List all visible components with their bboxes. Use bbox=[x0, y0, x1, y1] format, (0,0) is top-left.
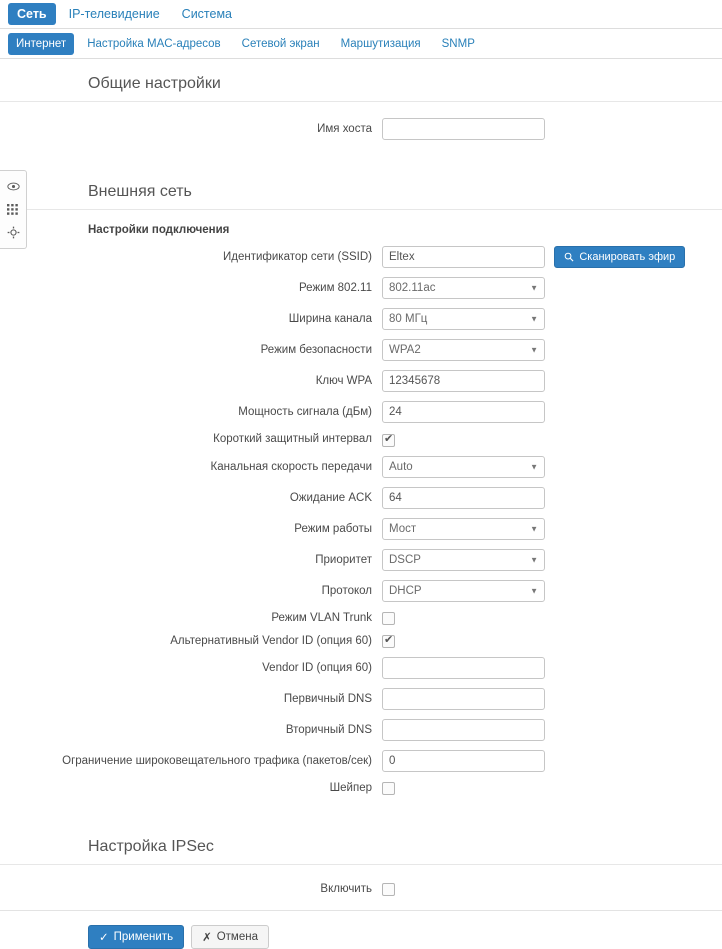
label-vlan-trunk: Режим VLAN Trunk bbox=[271, 611, 372, 624]
mode-80211-value: 802.11ac bbox=[389, 282, 436, 295]
alt-vendor-id-checkbox[interactable] bbox=[382, 635, 395, 648]
tab-routing[interactable]: Маршутизация bbox=[340, 37, 421, 50]
field-row-dns-primary bbox=[0, 688, 722, 710]
sub-navigation bbox=[0, 29, 722, 59]
nav-item-iptv[interactable]: IP-телевидение bbox=[68, 7, 160, 21]
link-rate-select[interactable] bbox=[382, 456, 545, 478]
chevron-down-icon: ▼ bbox=[530, 283, 538, 293]
chevron-down-icon: ▼ bbox=[530, 345, 538, 355]
subsection-connection-settings: Настройки подключения bbox=[88, 224, 230, 236]
short-gi-checkbox[interactable] bbox=[382, 434, 395, 447]
field-row-vendor-id bbox=[0, 657, 722, 679]
section-title-wan: Внешняя сеть bbox=[0, 167, 722, 210]
field-row-hostname bbox=[0, 118, 722, 140]
field-row-channel-width bbox=[0, 308, 722, 330]
label-alt-vendor-id: Альтернативный Vendor ID (опция 60) bbox=[170, 634, 372, 647]
label-ipsec-enable: Включить bbox=[320, 882, 372, 895]
field-row-ack-timeout bbox=[0, 487, 722, 509]
label-hostname: Имя хоста bbox=[317, 123, 372, 135]
close-icon: ✗ bbox=[202, 931, 212, 944]
label-priority: Приоритет bbox=[315, 553, 372, 566]
field-row-ssid bbox=[0, 246, 722, 268]
priority-value: DSCP bbox=[389, 553, 421, 566]
security-mode-select[interactable] bbox=[382, 339, 545, 361]
label-security-mode: Режим безопасности bbox=[260, 344, 372, 357]
ack-timeout-input[interactable] bbox=[382, 487, 545, 509]
section-title-general: Общие настройки bbox=[0, 59, 722, 102]
label-vendor-id: Vendor ID (опция 60) bbox=[262, 662, 372, 675]
priority-select[interactable] bbox=[382, 549, 545, 571]
vlan-trunk-checkbox[interactable] bbox=[382, 612, 395, 625]
tab-snmp[interactable]: SNMP bbox=[441, 37, 475, 50]
hostname-input[interactable] bbox=[382, 118, 545, 140]
chevron-down-icon: ▼ bbox=[530, 555, 538, 564]
field-row-priority bbox=[0, 549, 722, 571]
label-link-rate: Канальная скорость передачи bbox=[210, 460, 372, 473]
scan-air-button[interactable] bbox=[554, 246, 685, 268]
field-row-ipsec-enable bbox=[0, 881, 722, 895]
grid-icon[interactable] bbox=[0, 198, 26, 221]
nav-item-system[interactable]: Система bbox=[181, 7, 233, 21]
ipsec-enable-checkbox[interactable] bbox=[382, 883, 395, 896]
signal-power-input[interactable] bbox=[382, 401, 545, 423]
dns-secondary-input[interactable] bbox=[382, 719, 545, 741]
channel-width-value: 80 МГц bbox=[389, 313, 428, 326]
field-row-dns-secondary bbox=[0, 719, 722, 741]
link-rate-value: Auto bbox=[389, 460, 413, 473]
label-ack-timeout: Ожидание ACK bbox=[289, 491, 372, 504]
protocol-select[interactable] bbox=[382, 580, 545, 602]
scan-air-label: Сканировать эфир bbox=[579, 251, 676, 263]
ssid-input[interactable] bbox=[382, 246, 545, 268]
field-row-security-mode bbox=[0, 339, 722, 361]
field-row-vlan-trunk bbox=[0, 611, 722, 625]
field-row-signal-power bbox=[0, 401, 722, 423]
chevron-down-icon: ▼ bbox=[530, 314, 538, 324]
field-row-link-rate bbox=[0, 456, 722, 478]
apply-button[interactable] bbox=[88, 925, 184, 949]
label-shaper: Шейпер bbox=[329, 782, 372, 795]
wpa-key-input[interactable] bbox=[382, 370, 545, 392]
field-row-work-mode bbox=[0, 518, 722, 540]
chevron-down-icon: ▼ bbox=[530, 586, 538, 595]
protocol-value: DHCP bbox=[389, 584, 422, 597]
side-toolbar bbox=[0, 170, 27, 249]
label-channel-width: Ширина канала bbox=[288, 313, 372, 326]
label-ssid: Идентификатор сети (SSID) bbox=[222, 251, 372, 264]
security-mode-value: WPA2 bbox=[389, 344, 421, 357]
label-dns-primary: Первичный DNS bbox=[283, 693, 372, 706]
shaper-checkbox[interactable] bbox=[382, 782, 395, 795]
gear-icon[interactable] bbox=[0, 221, 26, 244]
field-row-broadcast-limit bbox=[0, 750, 722, 772]
label-dns-secondary: Вторичный DNS bbox=[285, 724, 372, 737]
eye-icon[interactable] bbox=[0, 175, 26, 198]
vendor-id-input[interactable] bbox=[382, 657, 545, 679]
field-row-short-gi bbox=[0, 432, 722, 446]
form-actions bbox=[0, 910, 722, 949]
chevron-down-icon: ▼ bbox=[530, 462, 538, 471]
tab-internet[interactable]: Интернет bbox=[8, 33, 74, 55]
label-short-gi: Короткий защитный интервал bbox=[213, 433, 372, 446]
mode-80211-select[interactable] bbox=[382, 277, 545, 299]
chevron-down-icon: ▼ bbox=[530, 524, 538, 533]
settings-form bbox=[0, 59, 722, 949]
cancel-button[interactable] bbox=[191, 925, 269, 949]
label-mode-80211: Режим 802.11 bbox=[299, 282, 372, 295]
cancel-label: Отмена bbox=[216, 930, 258, 943]
nav-item-network[interactable]: Сеть bbox=[8, 3, 56, 25]
work-mode-select[interactable] bbox=[382, 518, 545, 540]
broadcast-limit-input[interactable] bbox=[382, 750, 545, 772]
search-icon bbox=[564, 252, 574, 262]
section-title-ipsec: Настройка IPSec bbox=[0, 822, 722, 865]
label-protocol: Протокол bbox=[321, 584, 372, 597]
label-signal-power: Мощность сигнала (дБм) bbox=[238, 406, 372, 419]
field-row-protocol bbox=[0, 580, 722, 602]
apply-label: Применить bbox=[113, 930, 174, 943]
channel-width-select[interactable] bbox=[382, 308, 545, 330]
field-row-mode-80211 bbox=[0, 277, 722, 299]
main-navigation bbox=[0, 0, 722, 29]
label-wpa-key: Ключ WPA bbox=[315, 375, 372, 388]
label-work-mode: Режим работы bbox=[294, 522, 372, 535]
dns-primary-input[interactable] bbox=[382, 688, 545, 710]
field-row-wpa-key bbox=[0, 370, 722, 392]
field-row-alt-vendor-id bbox=[0, 634, 722, 648]
field-row-shaper bbox=[0, 781, 722, 795]
tab-firewall[interactable]: Сетевой экран bbox=[241, 37, 320, 50]
label-broadcast-limit: Ограничение широковещательного трафика (пакетов/сек) bbox=[62, 755, 372, 768]
check-icon: ✓ bbox=[99, 931, 109, 944]
tab-mac-settings[interactable]: Настройка MAC-адресов bbox=[87, 37, 221, 50]
work-mode-value: Мост bbox=[389, 522, 417, 535]
